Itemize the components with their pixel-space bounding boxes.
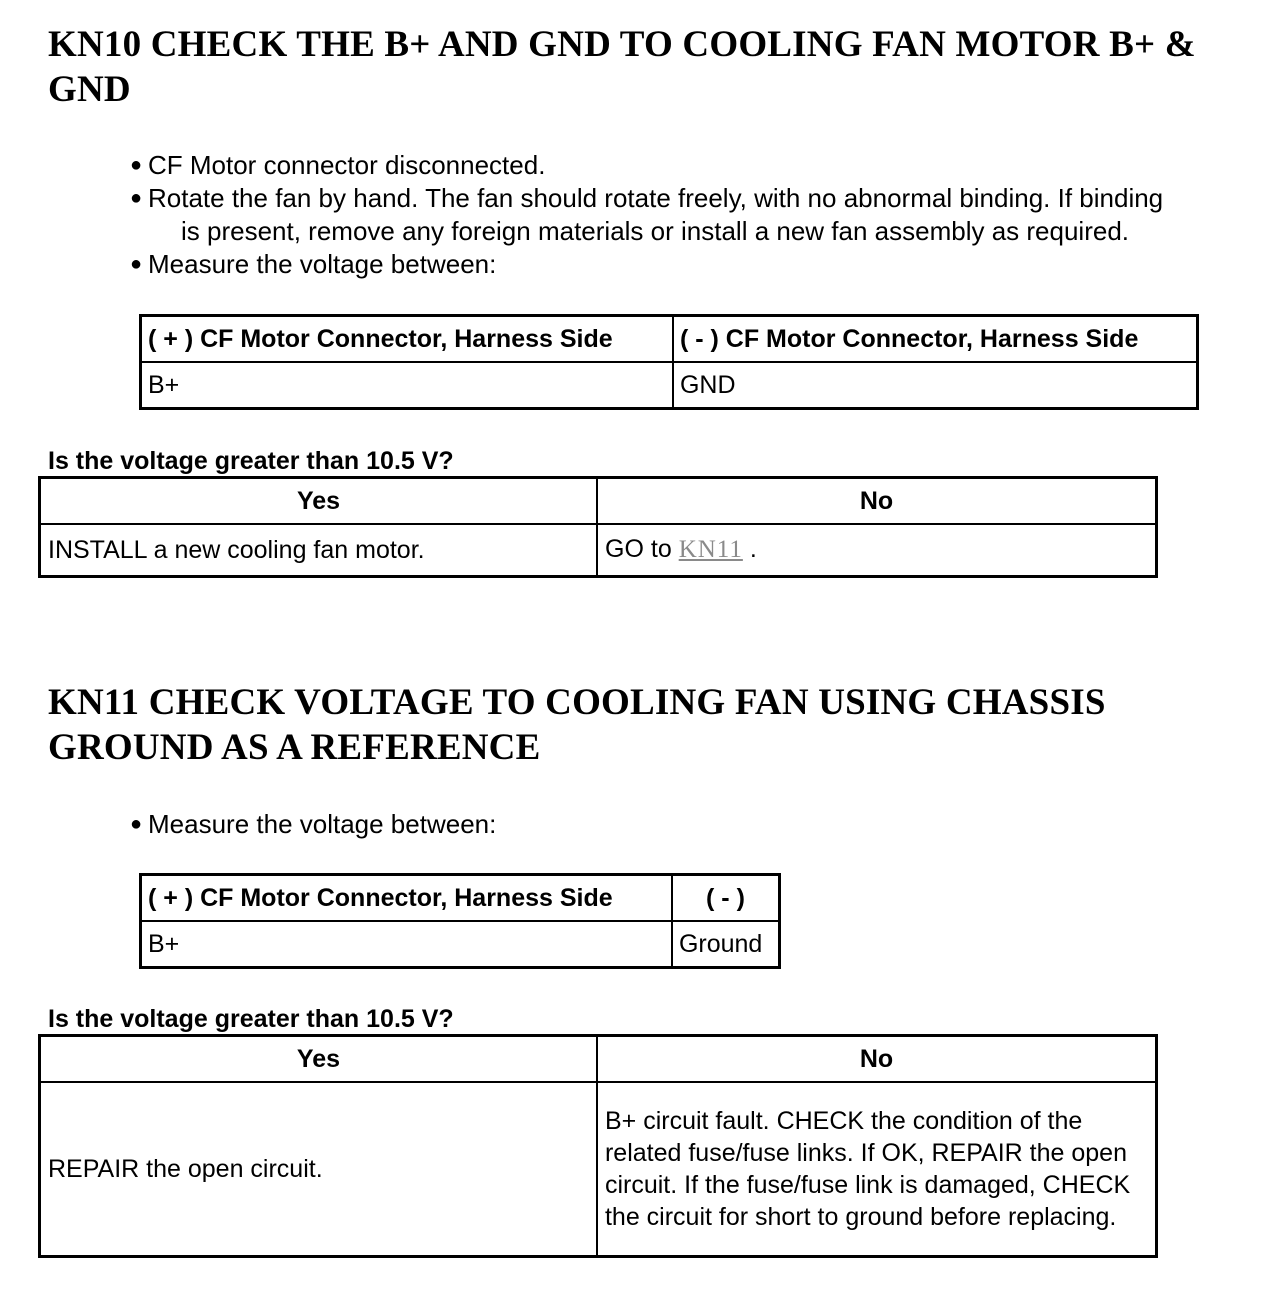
question-text: Is the voltage greater than 10.5 V?	[48, 1005, 454, 1033]
measurement-table	[139, 873, 781, 969]
table-cell: Ground	[672, 921, 780, 968]
table-row	[141, 362, 1198, 409]
no-action: GO to KN11 .	[597, 524, 1156, 576]
yes-header: Yes	[40, 1036, 597, 1083]
step-title: KN10 CHECK THE B+ AND GND TO COOLING FAN MOTOR B+ & GND	[48, 24, 1196, 110]
no-header: No	[597, 1036, 1157, 1083]
result-table	[38, 476, 1158, 578]
list-item: ● Rotate the fan by hand. The fan should rotate freely, with no abnormal binding. If binding is present, remove any foreign materials or install a new fan assembly as required.	[130, 183, 1164, 246]
table-row	[141, 875, 780, 922]
table-row	[40, 478, 1157, 525]
list-item: ● Measure the voltage between:	[130, 249, 497, 279]
table-header: ( - ) CF Motor Connector, Harness Side	[673, 316, 1198, 363]
no-header: No	[597, 478, 1156, 525]
yes-action: INSTALL a new cooling fan motor.	[40, 524, 598, 576]
measurement-table	[139, 314, 1199, 410]
list-item: ● Measure the voltage between:	[130, 809, 497, 839]
bullet-icon: ●	[130, 813, 143, 835]
bullet-list	[130, 808, 1250, 841]
bullet-icon: ●	[130, 154, 143, 176]
table-row	[40, 1036, 1157, 1083]
yes-action: REPAIR the open circuit.	[40, 1082, 597, 1256]
table-row	[141, 316, 1198, 363]
table-header: ( - )	[672, 875, 780, 922]
table-header: ( + ) CF Motor Connector, Harness Side	[141, 875, 672, 922]
no-action: B+ circuit fault. CHECK the condition of the related fuse/fuse links. If OK, REPAIR the open circuit. If the fuse/fuse link is damaged, CHECK the circuit for short to ground before replacing.	[597, 1082, 1157, 1256]
bullet-icon: ●	[130, 253, 143, 275]
table-row	[40, 1082, 1157, 1256]
table-cell: B+	[141, 921, 672, 968]
table-header: ( + ) CF Motor Connector, Harness Side	[141, 316, 673, 363]
kn11-link[interactable]: KN11	[678, 536, 743, 564]
table-row	[141, 921, 780, 968]
yes-header: Yes	[40, 478, 598, 525]
table-row	[40, 524, 1157, 576]
result-table	[38, 1034, 1158, 1258]
table-cell: B+	[141, 362, 673, 409]
bullet-list	[130, 149, 1250, 281]
list-item: ● CF Motor connector disconnected.	[130, 150, 546, 180]
bullet-icon: ●	[130, 187, 143, 209]
question-text: Is the voltage greater than 10.5 V?	[48, 447, 454, 475]
step-title: KN11 CHECK VOLTAGE TO COOLING FAN USING CHASSIS GROUND AS A REFERENCE	[48, 682, 1106, 768]
table-cell: GND	[673, 362, 1198, 409]
